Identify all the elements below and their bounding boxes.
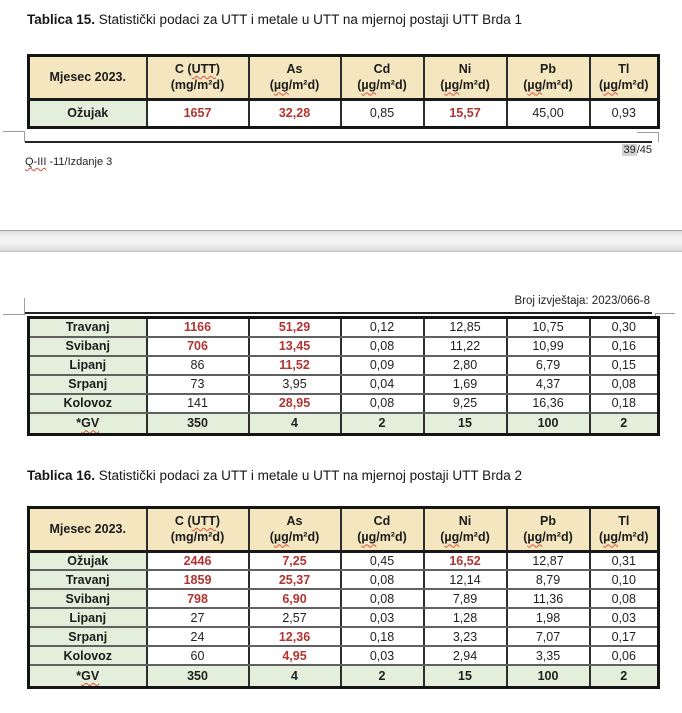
- value-cell: 350: [147, 665, 249, 687]
- value-cell: 0,08: [341, 394, 424, 413]
- text-part: Ni: [458, 514, 472, 528]
- table-header: [29, 56, 659, 100]
- misspelled-text: µg: [273, 530, 289, 545]
- value-cell: 9,25: [424, 394, 507, 413]
- value-cell: 4: [249, 413, 341, 435]
- page-break-separator: [0, 230, 682, 252]
- value-cell: 1657: [147, 99, 249, 127]
- misspelled-text: UTT: [191, 514, 216, 528]
- header-line2: [342, 77, 423, 93]
- header-line2: [250, 529, 340, 545]
- value-cell: 0,08: [341, 589, 424, 608]
- value-cell: 1166: [147, 318, 249, 337]
- value-cell: 2446: [147, 551, 249, 570]
- text-part: Cd: [373, 514, 391, 528]
- misspelled-text: µg: [361, 530, 377, 545]
- value-cell: 798: [147, 589, 249, 608]
- header-row: [29, 56, 659, 100]
- footer-rule: [25, 141, 652, 143]
- value-cell: 60: [147, 646, 249, 665]
- value-cell: 1,69: [424, 375, 507, 394]
- value-cell: 3,95: [249, 375, 341, 394]
- misspelled-text: GV: [81, 668, 100, 683]
- value-cell: 11,52: [249, 356, 341, 375]
- text-part: /m²d): [288, 78, 320, 93]
- misspelled-text: µg: [444, 530, 460, 545]
- value-cell: 0,06: [590, 646, 659, 665]
- text-part: Tl: [618, 62, 630, 76]
- value-cell: 0,17: [590, 627, 659, 646]
- value-cell: 0,45: [341, 551, 424, 570]
- text-part: ): [215, 62, 221, 76]
- column-header-cell: [249, 508, 341, 552]
- value-cell: 2,94: [424, 646, 507, 665]
- value-cell: 141: [147, 394, 249, 413]
- misspelled-text: µg: [527, 78, 543, 93]
- value-cell: 7,25: [249, 551, 341, 570]
- text-part: Ni: [458, 62, 472, 76]
- value-cell: 3,23: [424, 627, 507, 646]
- header-line1: [508, 513, 589, 529]
- column-header-cell: [590, 56, 659, 100]
- value-cell: 0,08: [341, 570, 424, 589]
- value-cell: 2: [341, 665, 424, 687]
- misspelled-text: µg: [444, 78, 460, 93]
- value-cell: 4: [249, 665, 341, 687]
- month-cell: Srpanj: [29, 375, 147, 394]
- value-cell: 27: [147, 608, 249, 627]
- misspelled-text: µg: [603, 530, 618, 545]
- text-part: /m²d): [542, 530, 573, 545]
- month-cell: Travanj: [29, 570, 147, 589]
- header-line2: [342, 529, 423, 545]
- table-row: [29, 551, 659, 570]
- limit-value-row: [29, 665, 659, 687]
- header-line1: [342, 61, 423, 77]
- value-cell: 7,07: [507, 627, 590, 646]
- header-line1: [425, 61, 506, 77]
- value-cell: 0,03: [341, 608, 424, 627]
- text-boundary-mark: [3, 298, 25, 315]
- value-cell: 86: [147, 356, 249, 375]
- text-part: Pb: [540, 514, 556, 528]
- value-cell: 15,57: [424, 99, 507, 127]
- month-cell: Kolovoz: [29, 646, 147, 665]
- value-cell: 0,08: [341, 337, 424, 356]
- month-cell: Svibanj: [29, 589, 147, 608]
- table15: [27, 54, 660, 129]
- header-line1: [148, 513, 248, 529]
- month-cell: Lipanj: [29, 356, 147, 375]
- text-part: C (: [174, 514, 192, 528]
- value-cell: 24: [147, 627, 249, 646]
- value-cell: 73: [147, 375, 249, 394]
- header-line1: [250, 61, 340, 77]
- header-line2: [508, 529, 589, 545]
- text-part: Pb: [540, 62, 556, 76]
- value-cell: 3,35: [507, 646, 590, 665]
- header-line2: [591, 77, 658, 93]
- text-part: As: [286, 514, 303, 528]
- value-cell: 0,18: [590, 394, 659, 413]
- value-cell: 8,79: [507, 570, 590, 589]
- table15-caption-text: Statistički podaci za UTT i metale u UTT na mjernoj postaji UTT Brda 1: [95, 12, 522, 27]
- text-part: /m²d): [617, 78, 649, 93]
- header-line1: [508, 61, 589, 77]
- misspelled-text: µg: [361, 78, 377, 93]
- column-header-cell: [507, 56, 590, 100]
- misspelled-text: UTT: [191, 62, 216, 76]
- value-cell: 2: [590, 413, 659, 435]
- misspelled-text: µg: [527, 530, 543, 545]
- text-part: (: [523, 530, 528, 545]
- column-header-cell: [341, 56, 424, 100]
- value-cell: 12,87: [507, 551, 590, 570]
- column-header-cell: [147, 508, 249, 552]
- column-header-cell: [341, 508, 424, 552]
- value-cell: 0,03: [341, 646, 424, 665]
- value-cell: 16,52: [424, 551, 507, 570]
- header-line1: [250, 513, 340, 529]
- month-cell: Kolovoz: [29, 394, 147, 413]
- header-line2: [425, 529, 506, 545]
- value-cell: 6,90: [249, 589, 341, 608]
- month-cell: Svibanj: [29, 337, 147, 356]
- value-cell: 6,79: [507, 356, 590, 375]
- header-line2: [148, 77, 248, 93]
- value-cell: 11,22: [424, 337, 507, 356]
- text-part: /m²d): [542, 78, 573, 93]
- value-cell: 0,30: [590, 318, 659, 337]
- header-line2: [425, 77, 506, 93]
- column-header-cell: [424, 56, 507, 100]
- value-cell: 0,15: [590, 356, 659, 375]
- page-total: /45: [636, 144, 652, 156]
- table16-caption: [27, 468, 522, 483]
- value-cell: 0,93: [590, 99, 659, 127]
- header-row: [29, 508, 659, 552]
- header-line1: [425, 513, 506, 529]
- value-cell: 1,98: [507, 608, 590, 627]
- value-cell: 100: [507, 665, 590, 687]
- text-part: *: [76, 416, 82, 431]
- value-cell: 706: [147, 337, 249, 356]
- value-cell: 12,36: [249, 627, 341, 646]
- misspelled-text: GV: [81, 416, 100, 431]
- text-part: (: [523, 78, 528, 93]
- value-cell: 0,04: [341, 375, 424, 394]
- column-header-cell: [147, 56, 249, 100]
- header-line2: [148, 529, 248, 545]
- value-cell: 100: [507, 413, 590, 435]
- text-part: ): [215, 514, 221, 528]
- text-part: /m²d): [376, 78, 407, 93]
- value-cell: 25,37: [249, 570, 341, 589]
- value-cell: 10,75: [507, 318, 590, 337]
- table-body: [29, 99, 659, 127]
- month-column-header: Mjesec 2023.: [29, 56, 147, 100]
- table-row: [29, 394, 659, 413]
- value-cell: 7,89: [424, 589, 507, 608]
- table-row: [29, 627, 659, 646]
- text-part: Cd: [373, 62, 391, 76]
- month-cell: Lipanj: [29, 608, 147, 627]
- header-line1: [591, 61, 658, 77]
- header-line1: [342, 513, 423, 529]
- page-number: 39: [623, 144, 636, 156]
- misspelled-text: µg: [273, 78, 289, 93]
- text-part: (: [598, 530, 604, 545]
- text-part: /m²d): [459, 78, 490, 93]
- table15-caption-label: Tablica 15.: [27, 12, 96, 27]
- table-header: [29, 508, 659, 552]
- value-cell: 28,95: [249, 394, 341, 413]
- text-part: /m²d): [376, 530, 407, 545]
- text-part: Tl: [618, 514, 630, 528]
- text-part: (: [598, 78, 604, 93]
- value-cell: 0,08: [590, 589, 659, 608]
- header-line1: [591, 513, 658, 529]
- text-part: /m²d): [288, 530, 320, 545]
- text-part: (: [357, 530, 362, 545]
- doc-code-prefix: Q-III: [25, 156, 47, 168]
- header-line2: [591, 529, 658, 545]
- column-header-cell: [249, 56, 341, 100]
- value-cell: 11,36: [507, 589, 590, 608]
- value-cell: 1859: [147, 570, 249, 589]
- value-cell: 13,45: [249, 337, 341, 356]
- value-cell: 0,18: [341, 627, 424, 646]
- month-cell: Ožujak: [29, 551, 147, 570]
- value-cell: 0,16: [590, 337, 659, 356]
- text-part: *: [76, 668, 82, 683]
- text-part: (: [269, 530, 274, 545]
- column-header-cell: [424, 508, 507, 552]
- limit-value-row: [29, 413, 659, 435]
- value-cell: 51,29: [249, 318, 341, 337]
- text-part: (: [440, 530, 445, 545]
- doc-code: [25, 156, 112, 168]
- month-cell: Travanj: [29, 318, 147, 337]
- value-cell: 0,03: [590, 608, 659, 627]
- table16-caption-text: Statistički podaci za UTT i metale u UTT na mjernoj postaji UTT Brda 2: [95, 468, 522, 483]
- column-header-cell: [507, 508, 590, 552]
- header-line2: [508, 77, 589, 93]
- doc-code-rest: -11/Izdanje 3: [46, 156, 113, 168]
- table-row: [29, 646, 659, 665]
- value-cell: 1,28: [424, 608, 507, 627]
- text-part: (mg/m²d): [170, 530, 225, 545]
- value-cell: 12,85: [424, 318, 507, 337]
- text-part: (mg/m²d): [170, 78, 225, 93]
- header-line1: [148, 61, 248, 77]
- table-row: [29, 337, 659, 356]
- month-cell: [29, 665, 147, 687]
- table-body: [29, 318, 659, 435]
- value-cell: 4,95: [249, 646, 341, 665]
- text-part: /m²d): [459, 530, 490, 545]
- header-rule: [25, 312, 652, 314]
- table15-caption: [27, 12, 522, 27]
- month-cell: [29, 413, 147, 435]
- value-cell: 0,08: [590, 375, 659, 394]
- value-cell: 0,85: [341, 99, 424, 127]
- table15-continuation: [27, 316, 660, 436]
- table-row: [29, 375, 659, 394]
- text-part: (: [269, 78, 274, 93]
- value-cell: 16,36: [507, 394, 590, 413]
- table16-caption-label: Tablica 16.: [27, 468, 96, 483]
- table-row: [29, 570, 659, 589]
- value-cell: 2: [341, 413, 424, 435]
- month-column-header: Mjesec 2023.: [29, 508, 147, 552]
- month-cell: Ožujak: [29, 99, 147, 127]
- column-header-cell: [590, 508, 659, 552]
- value-cell: 10,99: [507, 337, 590, 356]
- value-cell: 0,31: [590, 551, 659, 570]
- text-part: C (: [174, 62, 192, 76]
- value-cell: 2,80: [424, 356, 507, 375]
- value-cell: 2,57: [249, 608, 341, 627]
- misspelled-text: µg: [603, 78, 618, 93]
- month-cell: Srpanj: [29, 627, 147, 646]
- table-row: [29, 589, 659, 608]
- text-part: As: [286, 62, 303, 76]
- value-cell: 12,14: [424, 570, 507, 589]
- page-number-field: [560, 144, 652, 156]
- text-part: (: [440, 78, 445, 93]
- table-row: [29, 356, 659, 375]
- value-cell: 2: [590, 665, 659, 687]
- table-row: [29, 608, 659, 627]
- value-cell: 32,28: [249, 99, 341, 127]
- value-cell: 0,12: [341, 318, 424, 337]
- value-cell: 15: [424, 413, 507, 435]
- text-part: (: [357, 78, 362, 93]
- text-part: /m²d): [617, 530, 649, 545]
- value-cell: 0,09: [341, 356, 424, 375]
- table-row: [29, 99, 659, 127]
- table-row: [29, 318, 659, 337]
- table16: [27, 506, 660, 689]
- value-cell: 350: [147, 413, 249, 435]
- header-line2: [250, 77, 340, 93]
- text-boundary-mark: [3, 131, 25, 142]
- table-body: [29, 551, 659, 687]
- value-cell: 45,00: [507, 99, 590, 127]
- report-number: Broj izvještaja: 2023/066-8: [514, 295, 650, 307]
- value-cell: 0,10: [590, 570, 659, 589]
- value-cell: 15: [424, 665, 507, 687]
- value-cell: 4,37: [507, 375, 590, 394]
